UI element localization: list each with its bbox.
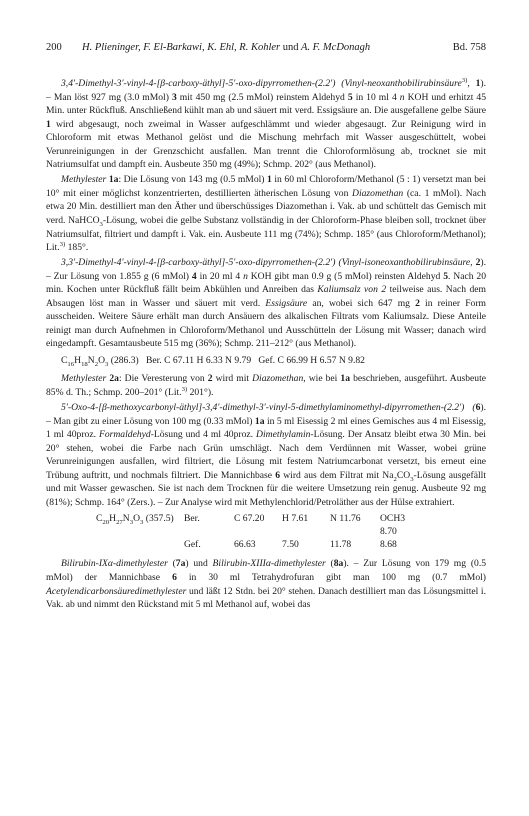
calc-och3: OCH3 8.70: [380, 513, 406, 538]
paragraph-bilirubin-dimethylesters: Bilirubin-IXα-dimethylester (7a) und Bilirubin-XIIIα-dimethylester (8a). – Zur Lösung von 179 mg (0.5 mMol) der Mannichbase 6 in 30 ml Tetrahydrofuran gibt man 100 mg (0.7 mMol) Acetylendicarbonsäuredimethylester und läßt 12 Stdn. bei 20° stehen. Danach destilliert man das Lösungsmittel i. Vak. ab und nimmt den Rückstand mit 5 ml Methanol auf, wobei das: [46, 558, 487, 611]
paragraph-methylester-2a: Methylester 2a: Die Veresterung von 2 wird mit Diazomethan, wie bei 1a beschrieben, ausgeführt. Ausbeute 85% d. Th.; Schmp. 200–201° (Lit.$^{3)}$ 201°).: [46, 373, 486, 399]
running-authors: H. Plieninger, F. El-Barkawi, K. Ehl, R. Kohler und A. F. McDonagh: [82, 42, 371, 53]
found-h: 7.50: [282, 539, 299, 551]
calculated-label: Ber.: [184, 513, 200, 525]
page-number: 200: [46, 42, 62, 53]
found-och3: 8.68: [380, 539, 397, 551]
calc-c: C 67.20: [234, 513, 265, 525]
paragraph-methylester-1a: Methylester 1a: Die Lösung von 143 mg (0.5 mMol) 1 in 60 ml Chloroform/Methanol (5 : 1) versetzt man bei 10° mit einer möglichst konzentrierten, destillierten ätherischen Lösung von Diazomethan (ca. 1 mMol). Nach etwa 20 Min. destilliert man den Äther und überschüssiges Diazomethan i. Vak. ab und schüttelt das Gemisch mit verd. NaHCO$_3$-Lösung, wobei die gelbe Substanz vollständig in der Chloroform-Phase bleiben soll, trocknet über Natriumsulfat, filtriert und dampft i. Vak. ein. Ausbeute 111 mg (74%); Schmp. 185° (aus Chloroform/Methanol); Lit.$^{3)}$ 185°.: [46, 174, 486, 254]
found-c: 66.63: [234, 539, 256, 551]
calc-n: N 11.76: [330, 513, 361, 525]
paragraph-vinyl-neoxanthobilirubic-acid: 3,4′-Dimethyl-3′-vinyl-4-[β-carboxy-äthyl]-5′-oxo-dipyrromethen-(2.2′) (Vinyl-neoxanthobilirubinsäure$^{3)}$, 1). – Man löst 927 mg (3.0 mMol) 3 mit 450 mg (2.5 mMol) reinstem Aldehyd 5 in 10 ml 4 n KOH und erhitzt 45 Min. unter Rückfluß. Anschließend kühlt man ab und säuert mit verd. Essigsäure an. Die ausgefallene gelbe Säure 1 wird abgesaugt, noch zweimal in Wasser aufgeschlämmt und wieder abgesaugt. Zur Reinigung wird in Chloroform mit etwas Methanol gelöst und die Mischung mehrfach mit Wasser ausgeschüttelt, wobei Verunreinigungen in der Grenzschicht ausfallen. Man trennt die Chloroformlösung ab, trocknet sie mit Natriumsulfat und dampft ein. Ausbeute 350 mg (49%); Schmp. 202° (aus Methanol).: [46, 76, 487, 171]
paragraph-vinyl-isoneoxanthobilirubic-acid: 3,3′-Dimethyl-4′-vinyl-4-[β-carboxy-äthyl]-5′-oxo-dipyrromethen-(2.2′) (Vinyl-isoneoxanthobilirubinsäure, 2). – Zur Lösung von 1.855 g (6 mMol) 4 in 20 ml 4 n KOH gibt man 0.9 g (5 mMol) reinsten Aldehyd 5. Nach 20 min. Kochen unter Rückfluß fällt beim Abkühlen und Anreiben das Kaliumsalz von 2 teilweise aus. Nach dem Absaugen löst man in Wasser und säuert mit verd. Essigsäure an, wobei sich 647 mg 2 in reiner Form ausscheiden. Weitere Säure erhält man durch Ansäuern des alkalischen Filtrats vom Kaliumsalz. Diese Anteile reinigt man durch Aufnehmen in Chloroform/Methanol und Ausschütteln der Lösung mit Wasser; danach wird eingedampft. Gesamtausbeute 515 mg (36%); Schmp. 211–212° (aus Methanol).: [46, 257, 486, 350]
paragraph-mannich-base-6: 5′-Oxo-4-[β-methoxycarbonyl-äthyl]-3,4′-dimethyl-3′-vinyl-5-dimethylaminomethyl-dipyrromethen-(2.2′) (6). – Man gibt zu einer Lösung von 100 mg (0.33 mMol) 1a in 5 ml Eisessig 2 ml eines Gemisches aus 4 ml Eisessig, 1 ml 40proz. Formaldehyd-Lösung und 4 ml 40proz. Dimethylamin-Lösung. Der Ansatz bleibt etwa 30 Min. bei 20° stehen, wobei die Farbe nach Grün umschlägt. Nach dem Verdünnen mit Wasser, wobei grüne Verunreinigungen ausfallen, wird filtriert, die Lösung mit festem Natriumcarbonat versetzt, bis erneut eine Trübung auftritt, und nochmals filtriert. Die Mannichbase 6 wird aus dem Filtrat mit $Na_2CO_3$-Lösung ausgefällt und mit Wasser gewaschen. Sie ist nach dem Trocknen für die weitere Umsetzung rein genug. Ausbeute 92 mg (81%); Schmp. 164° (Zers.). – Zur Analyse wird mit Methylenchlorid/Petroläther aus der Hülse extrahiert.: [46, 402, 487, 508]
volume-label: Bd. 758: [452, 42, 486, 53]
elemental-analysis-2: [46, 354, 486, 368]
found-values: Gef. C 66.99 H 6.57 N 9.82: [258, 354, 365, 366]
article-body: [46, 77, 486, 613]
calculated-values: Ber. C 67.11 H 6.33 N 9.79: [145, 354, 252, 366]
found-label: Gef.: [184, 539, 201, 551]
formula-text: $C_{20}H_{27}N_3O_3$ (357.5): [96, 513, 174, 527]
elemental-analysis-6: [46, 512, 486, 551]
formula-text: $C_{16}H_{18}N_2O_3$ (286.3): [61, 354, 139, 368]
page-header: [46, 42, 486, 58]
calc-h: H 7.61: [282, 513, 309, 525]
found-n: 11.78: [330, 539, 352, 551]
